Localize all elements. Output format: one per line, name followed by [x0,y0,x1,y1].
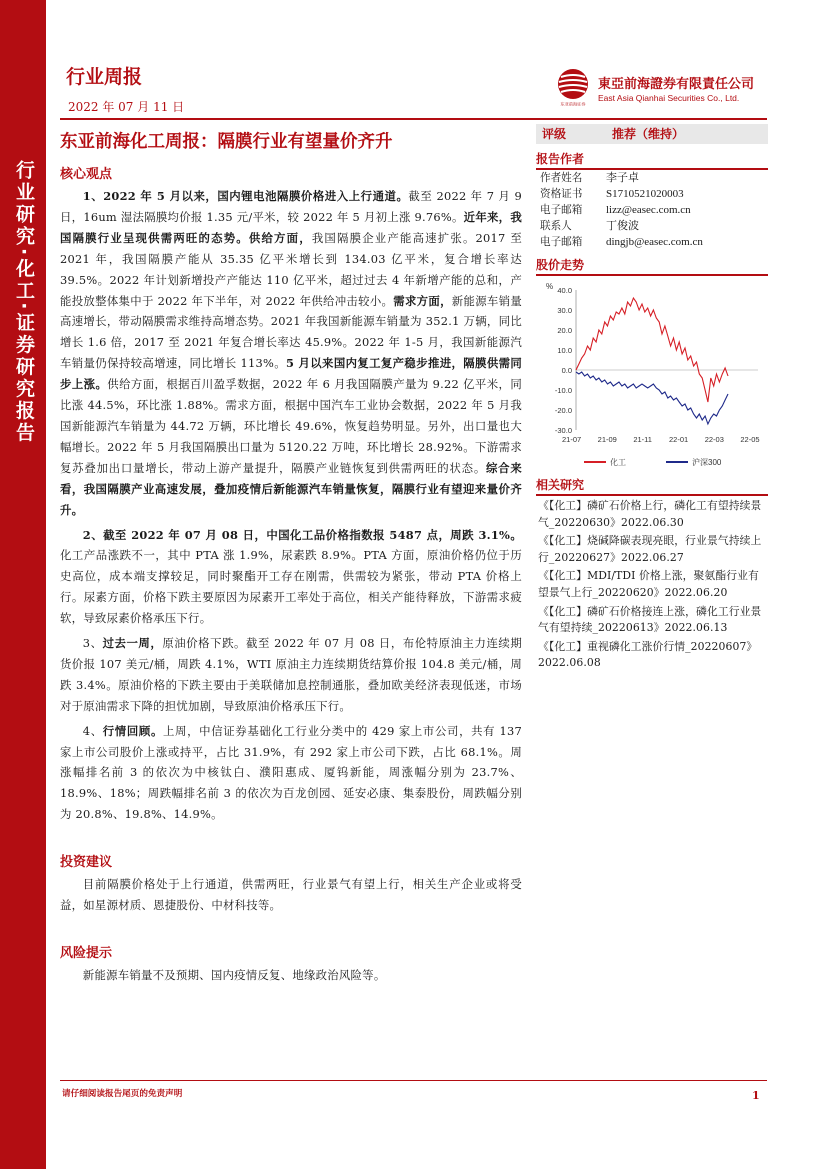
price-chart [536,280,768,470]
research-heading: 相关研究 [536,476,768,496]
section-risk-title: 风险提示 [60,946,113,961]
footer-disclaimer: 请仔细阅读报告尾页的免责声明 [62,1089,183,1099]
logo-caption: 东亚前海证券 [560,101,586,107]
text-run: 4、 [82,723,103,738]
footer-divider [60,1080,767,1081]
text-run: 上周，中信证券基础化工行业分类中的 429 家上市公司，共有 137 家上市公司股价上涨或持平，占比 31.9%，有 292 家上市公司下跌，占比 68.1%。周涨幅排名前 3 的依次为中核钛白、濮阳惠成、厦钨新能，周涨幅分别为 23.7%、18.9%、18%；周跌幅排名前 3 的依次为百龙创园、延安必康、集泰股份，周跌幅分别为 20.8%、19.8%、14.9%。 [60,723,522,822]
sidebar-label: 行业研究·化工·证券研究报告 [13,160,35,445]
main-column [60,124,522,990]
rating-value: 推荐（维持） [612,127,685,141]
bold-run: 综合来看，我国隔膜产业高速发展，叠加疫情后新能源汽车销量恢复，隔膜行业有望迎来量价齐升。 [60,460,522,517]
section-invest-title: 投资建议 [60,855,113,871]
bold-run: 近年来，我国隔膜行业呈现供需两旺的态势。供给方面， [60,209,522,245]
text-run: 我国隔膜企业产能高速扩张。2017 至 2021 年，我国隔膜产能从 35.35 亿平米增长到 134.03 亿平米，复合增长率达 39.5%。2022 年计划新增投产产能达 110 亿平米，超过过去 4 年新增产能的总和，产能投放整体集中于 2022 年下半年，对 2022 年供给冲击较小。 [60,230,522,308]
y-tick-label: -20.0 [554,406,572,415]
research-item[interactable]: 《【化工】磷矿石价格上行，磷化工有望持续景气_20220630》2022.06.30 [538,499,762,529]
y-tick-label: -10.0 [554,386,572,395]
research-item[interactable]: 《【化工】烧碱降碳表现亮眼，行业景气持续上行_20220627》2022.06.27 [538,534,762,564]
rating-label: 评级 [542,127,567,141]
bold-run: 5 月以来国内复工复产稳步推进，隔膜供需同步上涨。 [60,356,522,392]
text-run: 供给方面，根据百川盈孚数据，2022 年 6 月我国隔膜产量为 9.22 亿平米，同比涨 44.5%，环比涨 1.88%。需求方面，根据中国汽车工业协会数据，2022 年 5 月我国新能源汽车销量为 44.72 万辆，环比增长 49.6%，恢复趋势明显。另外，出口量也大幅增长。2022 年 5 月我国隔膜出口量为 5120.22 万吨，环比增长 28.92%。下游需求复苏叠加出口量增长，带动上游产量提升，隔膜产业链恢复到供需两旺的状态。 [60,377,522,475]
bold-run: 需求方面， [393,293,452,308]
page-number: 1 [752,1089,760,1102]
y-tick-label: 0.0 [561,366,572,375]
author-value: S1710521020003 [606,188,684,200]
risk-paragraph: 新能源车销量不及预期、国内疫情反复、地缘政治风险等。 [82,968,386,982]
text-run: 新能源车销量高速增长，带动隔膜需求维持高增态势。2021 年我国新能源车销量为 352.1 万辆，同比增长 1.6 倍，2017 至 2021 年复合增长率达 45.9%。2022 年 1-5 月，我国新能源汽车销量仍保持较高增速，同比增长 113%。 [60,293,522,371]
core-paragraphs [60,186,522,825]
text-run: 原油价格下跌。截至 2022 年 07 月 08 日，布伦特原油主力连续期货价报 107 美元/桶，周跌 4.1%，WTI 原油主力连续期货结算价报 104.8 美元/桶，周跌 3.4%。原油价格的下跌主要由于美联储加息控制通胀，叠加欧美经济表现低迷，市场对于原油需求下降的担忧加剧，导致原油价格承压下行。 [60,636,522,713]
text-run: 化工产品涨跌不一，其中 PTA 涨 1.9%，尿素跌 8.9%。PTA 方面，原油价格仍位于历史高位，成本端支撑较足，同时聚酯开工存在刚需，供需较为紧张，带动 PTA 价格上行。尿素方面，价格下跌主要原因为尿素开工率处于高位，相关产能待释放，下游需求疲软，导致尿素价格承压下行。 [60,548,522,626]
y-tick-label: -30.0 [554,426,572,435]
author-value[interactable]: dingjb@easec.com.cn [606,236,703,248]
core-paragraph [60,186,522,521]
company-name-cn: 東亞前海證券有限責任公司 [598,77,755,92]
author-value: 李子卓 [606,172,639,184]
company-name-en: East Asia Qianhai Securities Co., Ltd. [598,93,740,103]
author-row [536,170,768,186]
research-item[interactable]: 《【化工】重视磷化工涨价行情_20220607》2022.06.08 [538,639,758,670]
bold-run: 1、2022 年 5 月以来，国内锂电池隔膜价格进入上行通道。 [82,189,409,203]
author-list [536,170,768,250]
author-value: 丁俊波 [606,220,639,232]
author-row [536,234,768,250]
y-axis-label: % [546,282,554,291]
author-row [536,186,768,202]
series-line-hs300 [576,372,728,424]
author-value[interactable]: lizz@easec.com.cn [606,204,691,216]
research-item[interactable]: 《【化工】磷矿石价格接连上涨，磷化工行业景气有望持续_20220613》2022.06.13 [538,604,762,635]
author-key: 电子邮箱 [540,236,583,248]
bold-run: 行情回顾。 [102,723,163,738]
y-tick-label: 20.0 [557,326,572,335]
x-tick-label: 22-05 [740,435,760,444]
author-row [536,202,768,218]
author-key: 电子邮箱 [540,204,583,216]
sidebar-band [0,0,46,1169]
section-core-title: 核心观点 [60,167,113,182]
text-run: 截至 2022 年 7 月 9 日，16um 湿法隔膜均价报 1.35 元/平米，较 2022 年 5 月初上涨 9.76%。 [60,189,523,224]
legend-label: 沪深300 [692,458,722,467]
x-tick-label: 22-01 [669,435,689,444]
chart-heading: 股价走势 [536,256,768,276]
rating-bar [536,124,768,144]
bold-run: 2、截至 2022 年 07 月 08 日，中国化工品价格指数报 5487 点，周跌 3.1%。 [82,527,522,542]
report-title: 东亚前海化工周报：隔膜行业有望量价齐升 [60,132,393,152]
core-paragraph [60,721,522,826]
series-line-chemical [576,298,728,402]
y-tick-label: 40.0 [557,286,572,295]
author-row [536,218,768,234]
side-column [536,124,768,673]
bold-run: 过去一周， [102,636,163,651]
legend-label: 化工 [610,458,626,467]
x-tick-label: 21-09 [597,435,617,444]
x-tick-label: 21-07 [562,435,582,444]
x-tick-label: 21-11 [633,435,652,444]
author-key: 资格证书 [540,188,583,200]
price-chart-svg [536,280,768,470]
core-paragraph [60,633,522,717]
author-key: 联系人 [540,220,572,232]
y-tick-label: 10.0 [557,346,572,355]
core-paragraph [60,525,522,630]
x-tick-label: 22-03 [704,435,724,444]
invest-paragraph: 目前隔膜价格处于上行通道，供需两旺，行业景气有望上行，相关生产企业或将受益，如星源材质、恩捷股份、中材科技等。 [60,877,522,913]
text-run: 3、 [82,636,103,651]
authors-heading: 报告作者 [536,150,768,170]
header-divider [60,118,767,120]
author-key: 作者姓名 [540,172,583,184]
y-tick-label: 30.0 [557,306,572,315]
report-date: 2022 年 07 月 11 日 [68,100,185,114]
research-list [536,498,768,672]
research-item[interactable]: 《【化工】MDI/TDI 价格上涨，聚氨酯行业有望景气上行_20220620》2022.06.20 [538,569,759,599]
report-type: 行业周报 [66,66,143,88]
company-logo-icon [553,67,593,107]
